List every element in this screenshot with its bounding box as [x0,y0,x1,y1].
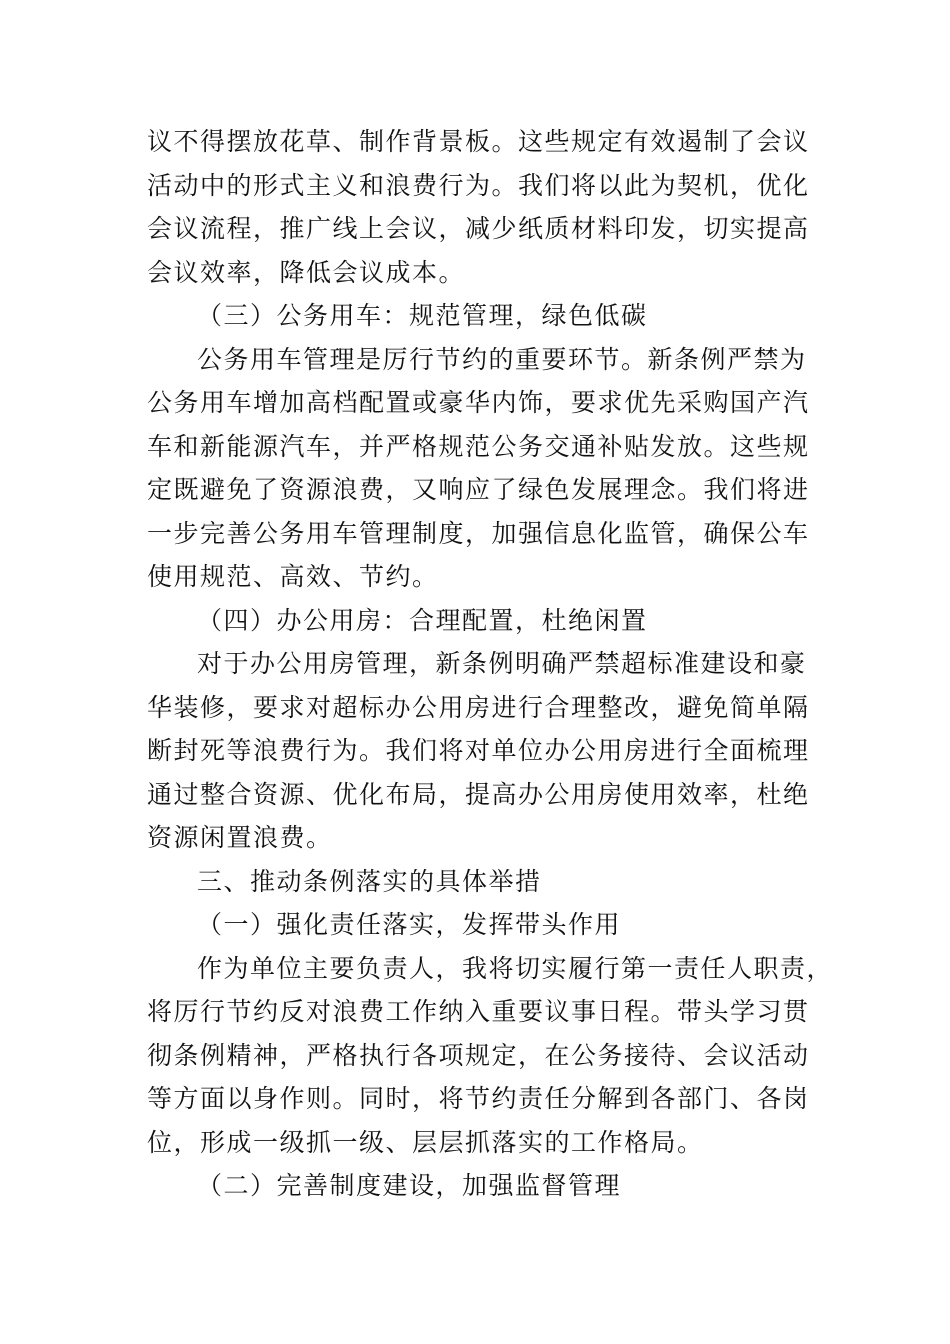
text-line: 作为单位主要负责人，我将切实履行第一责任人职责， [197,953,834,983]
document-body [147,120,834,1208]
text-line: 公务用车管理是厉行节约的重要环节。新条例严禁为 [197,344,807,374]
text-line: 活动中的形式主义和浪费行为。我们将以此为契机，优化 [147,170,810,200]
text-line: 定既避免了资源浪费，又响应了绿色发展理念。我们将进 [147,475,810,504]
text-line: 使用规范、高效、节约。 [147,562,439,591]
text-line: 资源闲置浪费。 [147,823,333,852]
text-line: 断封死等浪费行为。我们将对单位办公用房进行全面梳理 [147,736,810,765]
text-line: 将厉行节约反对浪费工作纳入重要议事日程。带头学习贯 [147,997,810,1026]
text-line: 彻条例精神，严格执行各项规定，在公务接待、会议活动 [147,1040,810,1070]
text-line: 通过整合资源、优化布局，提高办公用房使用效率，杜绝 [147,779,810,809]
text-line: 议不得摆放花草、制作背景板。这些规定有效遏制了会议 [147,127,810,156]
text-line: 位，形成一级抓一级、层层抓落实的工作格局。 [147,1127,704,1157]
text-line: 等方面以身作则。同时，将节约责任分解到各部门、各岗 [147,1084,810,1113]
text-line: 公务用车增加高档配置或豪华内饰，要求优先采购国产汽 [147,388,810,417]
chapter-heading: 三、推动条例落实的具体举措 [197,866,542,896]
section-heading: （二）完善制度建设，加强监督管理 [197,1171,622,1200]
section-heading: （一）强化责任落实，发挥带头作用 [197,910,622,939]
text-line: 对于办公用房管理，新条例明确严禁超标准建设和豪 [197,649,807,678]
section-heading: （三）公务用车：规范管理，绿色低碳 [197,301,648,330]
section-heading: （四）办公用房：合理配置，杜绝闲置 [197,605,648,635]
text-line: 会议效率，降低会议成本。 [147,257,466,287]
text-line: 车和新能源汽车，并严格规范公务交通补贴发放。这些规 [147,431,810,461]
text-line: 华装修，要求对超标办公用房进行合理整改，避免简单隔 [147,692,810,722]
text-line: 会议流程，推广线上会议，减少纸质材料印发，切实提高 [147,214,810,243]
text-line: 一步完善公务用车管理制度，加强信息化监管，确保公车 [147,518,810,548]
